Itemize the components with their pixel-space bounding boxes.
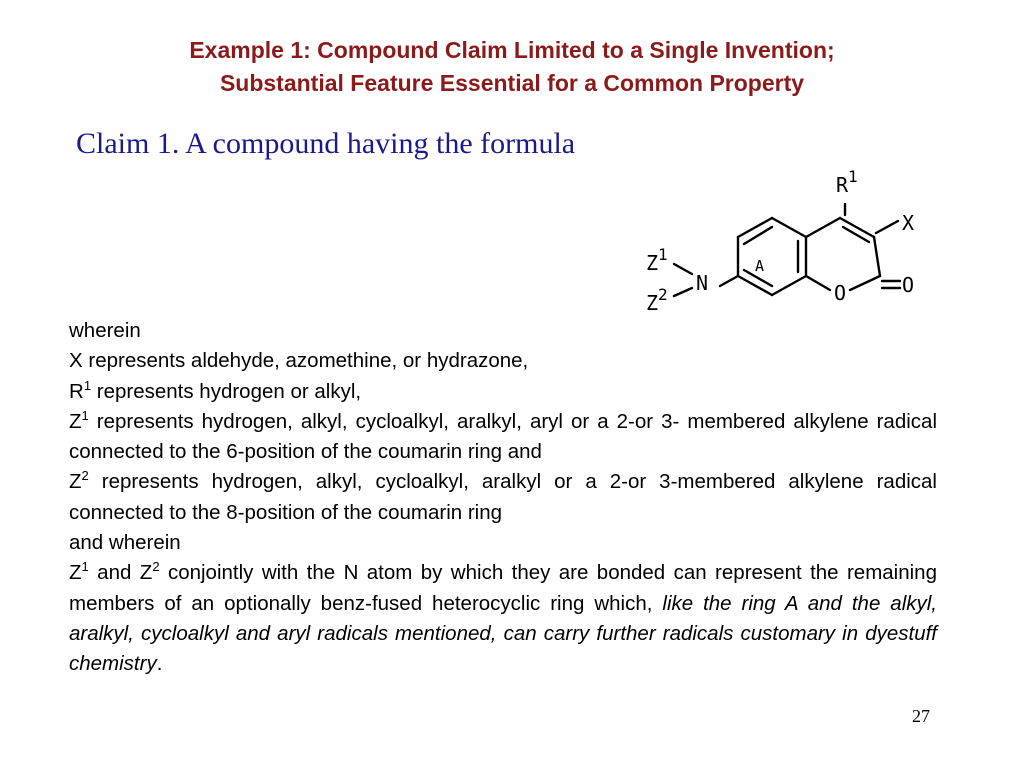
ring-a-label: A [755, 257, 765, 275]
x-definition: X represents aldehyde, azomethine, or hydrazone, [69, 349, 529, 373]
bond [744, 227, 772, 244]
z1-definition: $Z^1$ represents hydrogen, alkyl, cycloalkyl, aralkyl, aryl or a 2-or 3- membered alkylene radical connected to the 6-position of the coumarin ring and [69, 408, 937, 464]
slide-title [80, 34, 944, 100]
title-line-1: Example 1: Compound Claim Limited to a Single Invention; [189, 37, 835, 63]
ring-oxygen-label: O [834, 281, 847, 305]
bond [876, 221, 898, 233]
bond [674, 288, 692, 296]
bond [738, 276, 772, 295]
wherein-line: wherein [69, 319, 141, 342]
r1-definition: $R^1$ represents hydrogen or alkyl, [69, 377, 362, 403]
bond [772, 276, 806, 295]
bond [772, 218, 806, 237]
n-label: N [696, 271, 709, 295]
z1-label: $Z^1$ [646, 245, 668, 275]
chemical-structure [636, 164, 932, 320]
bond [874, 237, 880, 276]
title-line-2: Substantial Feature Essential for a Common Property [219, 70, 805, 96]
bond [843, 227, 869, 242]
italic-clause: like the ring A and the alkyl, aralkyl, cycloalkyl and aryl radicals mentioned, can carry further radicals customary in dyestuff chemistry [69, 591, 937, 676]
bond [850, 276, 880, 290]
and-wherein-line: and wherein [69, 531, 181, 555]
claim-heading: Claim 1. A compound having the formula [76, 127, 576, 160]
claim-body [69, 316, 937, 680]
conjoint-definition: $Z^1$ and $Z^2$ conjointly with the N atom by which they are bonded can represent the remaining members of an optionally benz-fused heterocyclic ring which, like the ring A and the alkyl, aralkyl, cycloalkyl and aryl radicals mentioned, can carry further radicals customary in dyestuff chemistry. [69, 559, 937, 676]
bond [806, 276, 830, 290]
r1-label: $R^1$ [836, 167, 858, 197]
page-number: 27 [912, 706, 930, 726]
bond [674, 264, 692, 274]
bond [806, 218, 840, 237]
bond [720, 276, 738, 286]
z2-label: $Z^2$ [646, 285, 668, 315]
carbonyl-oxygen-label: O [902, 273, 915, 297]
bond [738, 218, 772, 237]
z2-definition: $Z^2$ represents hydrogen, alkyl, cycloalkyl, aralkyl or a 2-or 3-membered alkylene radical connected to the 8-position of the coumarin ring [69, 468, 937, 524]
x-label: X [902, 211, 915, 235]
